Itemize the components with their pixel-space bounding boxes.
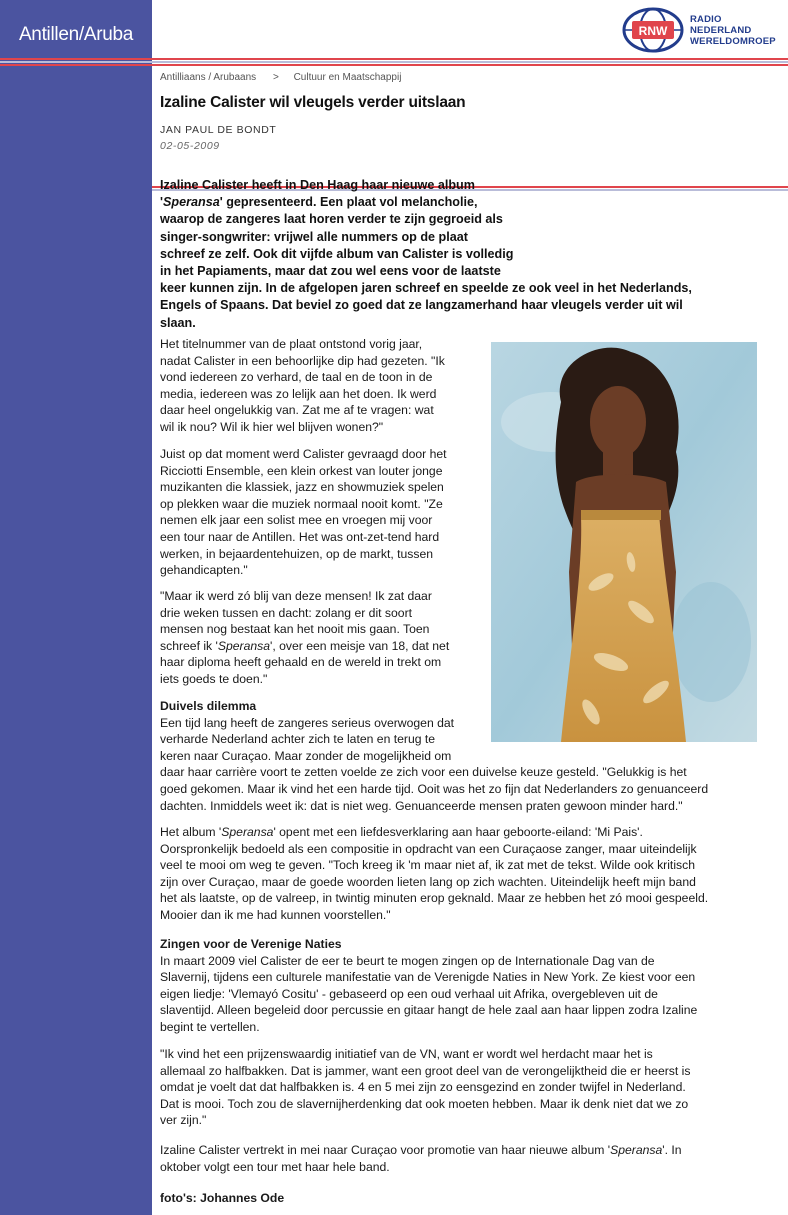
paragraph-8: Izaline Calister vertrekt in mei naar Curaçao voor promotie van haar nieuwe album 'Speransa'. In oktober volgt een tour met haar hele band. <box>160 1143 682 1174</box>
header-stripes-lower <box>0 64 788 66</box>
section-verenigde-naties: Zingen voor de Verenige Naties In maart 2009 viel Calister de eer te beurt te mogen zingen op de Internationale Dag van de Slavernij, tijdens een culturele manifestatie van de Verenigde Naties in New York. Ze kiest voor een eigen liedje: 'Vlemayó Cositu' - gebaseerd op een oud verhaal uit Afrika, overgebleven uit de slaventijd. Alleen begeleid door percussie en gitaar hangt de hele zaal aan haar lippen zodra Izaline begint te vertellen. <box>160 936 772 1036</box>
breadcrumb-item[interactable]: Antilliaans / Arubaans <box>160 72 257 83</box>
article-header <box>160 68 772 152</box>
album-title: Speransa <box>221 825 274 839</box>
author: JAN PAUL DE BONDT <box>160 124 277 136</box>
album-title: Speransa <box>217 638 271 653</box>
publish-date: 02-05-2009 <box>160 140 220 152</box>
photo-credit: foto's: Johannes Ode <box>160 1191 285 1205</box>
logo-text: RADIO NEDERLAND WERELDOMROEP <box>690 13 776 47</box>
subheading: Duivels dilemma <box>160 699 257 713</box>
subheading: Zingen voor de Verenige Naties <box>160 937 342 951</box>
article-lead: Izaline Calister heeft in Den Haag haar nieuwe album 'Speransa' gepresenteerd. Een plaat vol melancholie, waarop de zangeres laat horen verder te zijn gegroeid als singer-songwriter: vrijwel alle nummers op de plaat schreef ze zelf. Ook dit vijfde album van Calister is volledig in het Papiaments, maar dat zou wel eens voor de laatste keer kunnen zijn. In de afgelopen jaren schreef en speelde ze ook veel in het Nederlands, Engels of Spaans. Dat beviel zo goed dat ze langzamerhand haar vleugels verder uit wil slaan. <box>160 178 692 330</box>
paragraph-3: "Maar ik werd zó blij van deze mensen! Ik zat daar drie weken tussen en dacht: zolang er dit soort mensen nog bestaat kan het nooit mis gaan. Toen schreef ik 'Speransa', over een meisje van 18, dat net haar diploma heeft gehaald en de wereld in trekt om iets goeds te doen." <box>160 589 450 686</box>
section-duivels-dilemma: Duivels dilemma Een tijd lang heeft de zangeres serieus overwogen dat verharde Nederland achter zich te laten en terug te keren naar Curaçao. Maar zonder de mogelijkheid om daar haar carrière voort te zetten voelde ze zich voor een duivelse keuze gesteld. "Gelukkig is het goed gekomen. Maar ik vind het een harde tijd. Ooit was het zo fijn dat Nederlanders zo genuanceerd dachten. Inmiddels weet ik: dat is niet weg. Genuanceerde mensen praten gewoon minder hard." <box>160 698 772 814</box>
paragraph-5: Het album 'Speransa' opent met een liefdesverklaring aan haar geboorte-eiland: 'Mi Pais'. Oorspronkelijk bedoeld als een compositie in opdracht van een Curaçaose zanger, maar uiteindelijk veel te mooi om weg te geven. "Toch kreeg ik 'm maar niet af, ik zat met de tekst. Wilde ook kritisch zijn over Curaçao, maar de goede woorden lieten lang op zich wachten. Uiteindelijk heeft mijn band het als laatste, op de valreep, in twintig minuten erop geknald. Maar ze hebben het zó mooi gespeeld. Mooier dan ik me had kunnen voorstellen." <box>160 825 709 922</box>
article-title: Izaline Calister wil vleugels verder uitslaan <box>160 94 466 111</box>
rnw-logo[interactable] <box>622 6 782 54</box>
album-title: Speransa <box>610 1143 663 1157</box>
left-sidebar <box>0 0 152 1215</box>
logo-badge: RNW <box>638 24 668 38</box>
paragraph-7: "Ik vind het een prijzenswaardig initiatief van de VN, want er wordt wel herdacht maar het is allemaal zo halfbakken. Dat is jammer, want een groot deel van de verongelijktheid die er heerst is omdat je voelt dat dat halfbakken is. 4 en 5 mei zijn zo eensgezind en zonder twijfel in Nederland. Dat is mooi. Toch zou de slavernijherdenking dat ook moeten hebben. Maar ik denk niet dat we zo ver zijn." <box>160 1047 691 1128</box>
globe-icon <box>622 7 684 53</box>
paragraph-2: Juist op dat moment werd Calister gevraagd door het Ricciotti Ensemble, een klein orkest van louter jonge muzikanten die klassiek, jazz en showmuziek spelen op plekken waar die muziek normaal nooit komt. "Ze nemen elk jaar een solist mee en vroegen mij voor een tour naar de Antillen. Het was ont-zet-tend hard werken, in bejaardentehuizen, op de markt, tussen gehandicapten." <box>160 447 447 578</box>
album-title: Speransa <box>163 195 220 210</box>
breadcrumb-item[interactable]: Cultuur en Maatschappij <box>293 72 402 83</box>
breadcrumb <box>160 72 772 86</box>
breadcrumb-separator: > <box>272 72 279 83</box>
paragraph-1: Het titelnummer van de plaat ontstond vorig jaar, nadat Calister in een behoorlijke dip had gezeten. "Ik vond iedereen zo verhard, de taal en de toon in de media, iedereen was zo lelijk aan het doen. Ik werd daar heel ongelukkig van. Zat me af te vragen: wat wil ik nou? Wil ik hier wel blijven wonen?" <box>160 337 445 434</box>
section-title: Antillen/Aruba <box>0 0 152 62</box>
header-stripes <box>0 58 788 63</box>
